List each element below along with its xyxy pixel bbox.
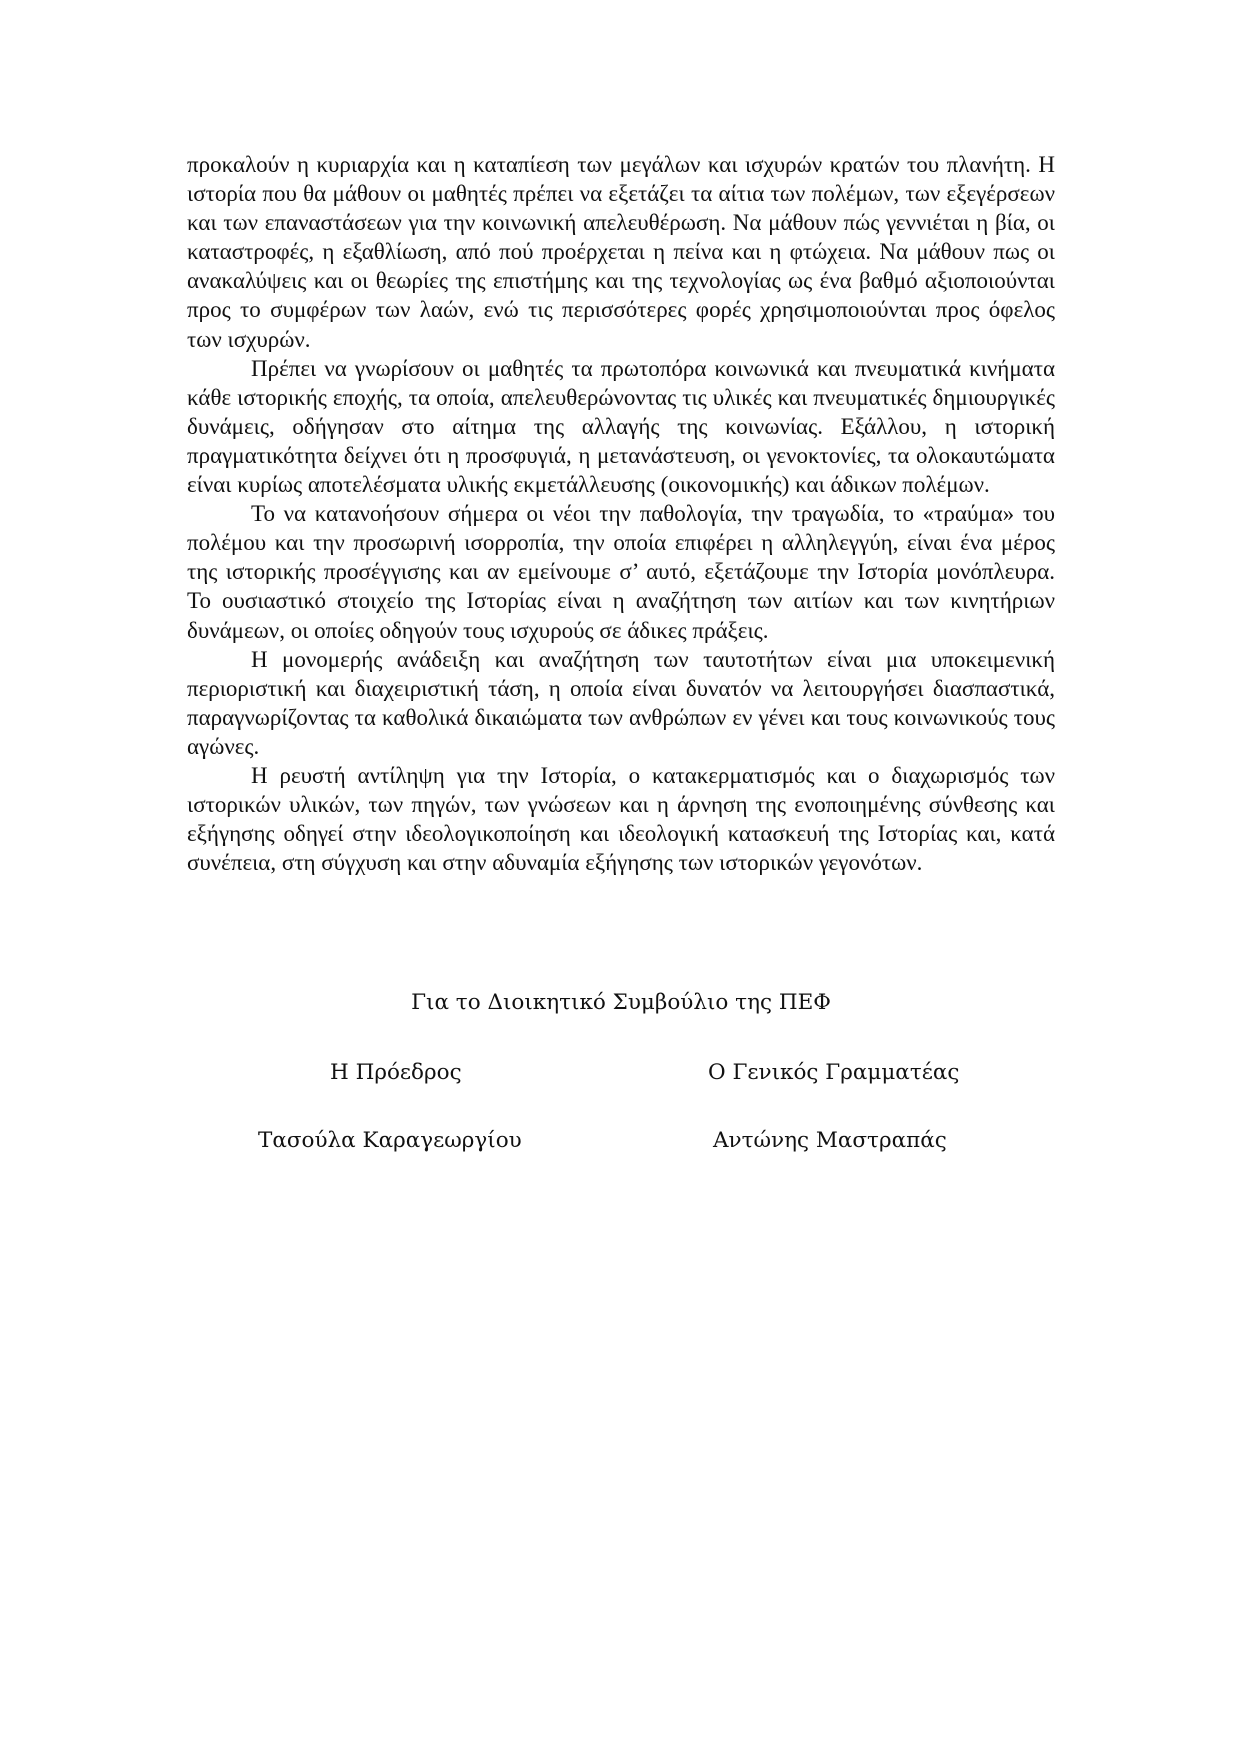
signature-heading: Για το Διοικητικό Συμβούλιο της ΠΕΦ (411, 990, 831, 1015)
paragraph-1: προκαλούν η κυριαρχία και η καταπίεση των μεγάλων και ισχυρών κρατών του πλανήτη. Η ιστορία που θα μάθουν οι μαθητές πρέπει να εξετάζει τα αίτια των πολέμων, των εξεγέρσεων και των επαναστάσεων για την κοινωνική απελευθέρωση. Να μάθουν πώς γεννιέται η βία, οι καταστροφές, η εξαθλίωση, από πού προέρχεται η πείνα και η φτώχεια. Να μάθουν πως οι ανακαλύψεις και οι θεωρίες της επιστήμης και της τεχνολογίας ως ένα βαθμό αξιοποιούνται προς το συμφέρων των λαών, ενώ τις περισσότερες φορές χρησιμοποιούνται προς όφελος των ισχυρών. (187, 152, 1055, 352)
paragraph-3: Το να κατανοήσουν σήμερα οι νέοι την παθολογία, την τραγωδία, το «τραύμα» του πολέμου και την προσωρινή ισορροπία, την οποία επιφέρει η αλληλεγγύη, είναι ένα μέρος της ιστορικής προσέγγισης και αν εμείνουμε σ’ αυτό, εξετάζουμε την Ιστορία μονόπλευρα. Το ουσιαστικό στοιχείο της Ιστορίας είναι η αναζήτηση των αιτίων και των κινητήριων δυνάμεων, οι οποίες οδηγούν τους ισχυρούς σε άδικες πράξεις. (187, 501, 1055, 643)
general-secretary-title: Ο Γενικός Γραμματέας (708, 1060, 960, 1085)
general-secretary-name: Αντώνης Μαστραπάς (713, 1128, 947, 1153)
president-title: Η Πρόεδρος (330, 1060, 462, 1085)
president-name: Τασούλα Καραγεωργίου (258, 1128, 522, 1153)
paragraph-4: Η μονομερής ανάδειξη και αναζήτηση των ταυτοτήτων είναι μια υποκειμενική περιοριστική και διαχειριστική τάση, η οποία είναι δυνατόν να λειτουργήσει διασπαστικά, παραγνωρίζοντας τα καθολικά δικαιώματα των ανθρώπων εν γένει και τους κοινωνικούς τους αγώνες. (187, 646, 1055, 759)
paragraph-2: Πρέπει να γνωρίσουν οι μαθητές τα πρωτοπόρα κοινωνικά και πνευματικά κινήματα κάθε ιστορικής εποχής, τα οποία, απελευθερώνοντας τις υλικές και πνευματικές δημιουργικές δυνάμεις, οδήγησαν στο αίτημα της αλλαγής της κοινωνίας. Εξάλλου, η ιστορική πραγματικότητα δείχνει ότι η προσφυγιά, η μετανάστευση, οι γενοκτονίες, τα ολοκαυτώματα είναι κυρίως αποτελέσματα υλικής εκμετάλλευσης (οικονομικής) και άδικων πολέμων. (187, 355, 1055, 498)
body-text (187, 150, 1055, 877)
paragraph-5: Η ρευστή αντίληψη για την Ιστορία, ο κατακερματισμός και ο διαχωρισμός των ιστορικών υλικών, των πηγών, των γνώσεων και η άρνηση της ενοποιημένης σύνθεσης και εξήγησης οδηγεί στην ιδεολογικοποίηση και ιδεολογική κατασκευή της Ιστορίας και, κατά συνέπεια, στη σύγχυση και στην αδυναμία εξήγησης των ιστορικών γεγονότων. (187, 762, 1055, 876)
